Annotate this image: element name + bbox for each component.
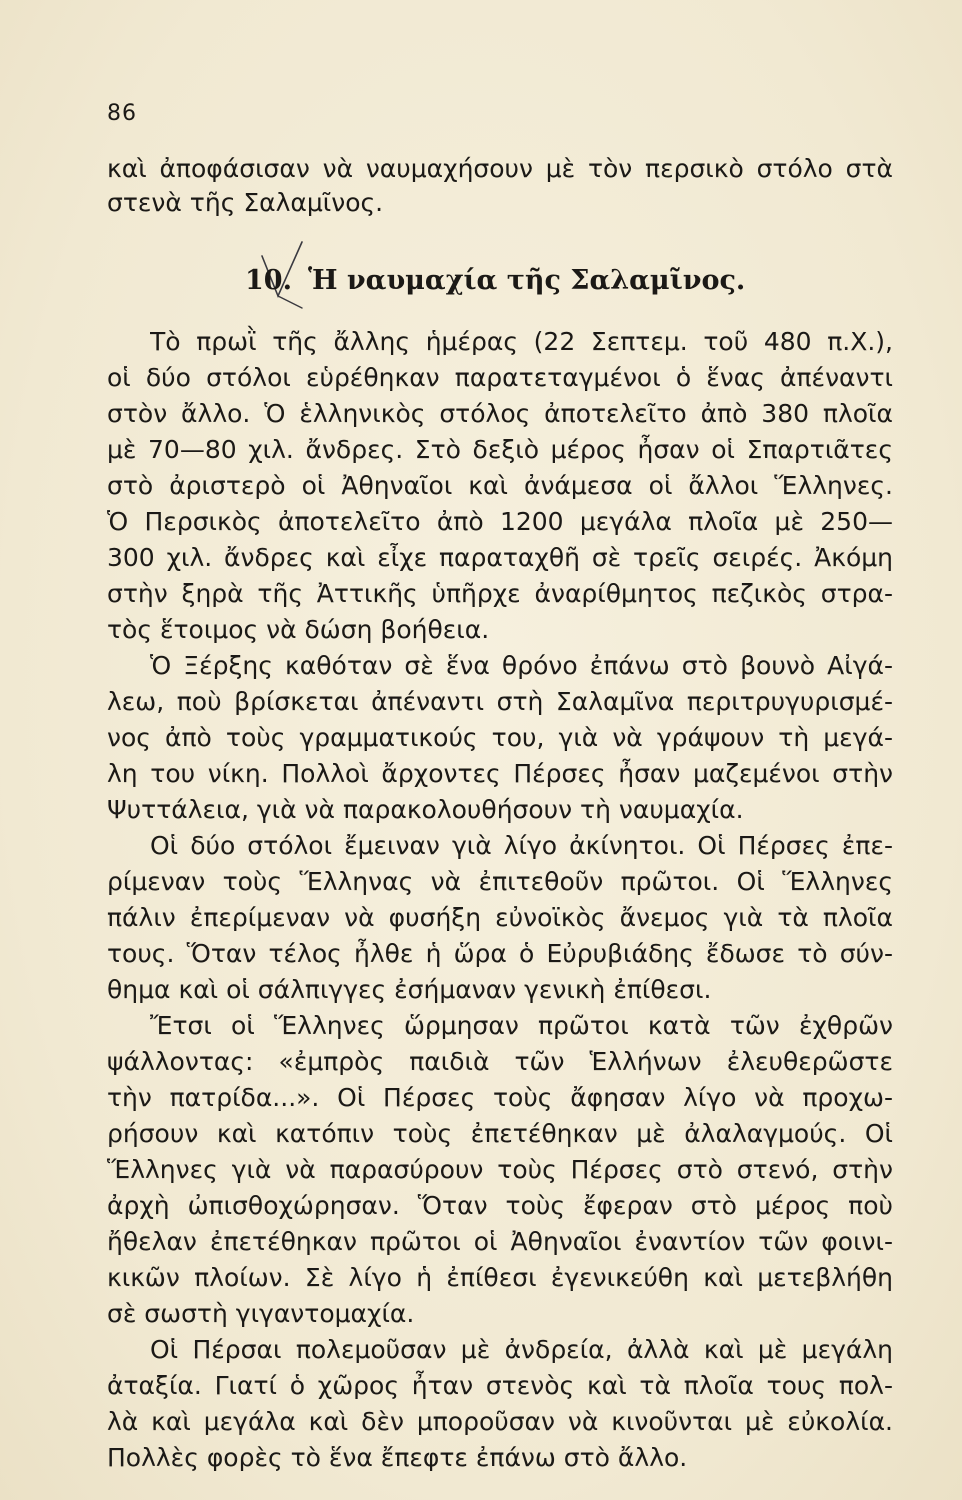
paragraph-line: νος ἀπὸ τοὺς γραμματικούς του, γιὰ νὰ γράψουν τὴ μεγά- (107, 723, 893, 752)
paragraph-line: λεω, ποὺ βρίσκεται ἀπέναντι στὴ Σαλαμῖνα περιτρυγυρισμέ- (107, 687, 893, 716)
page-number: 86 (107, 101, 137, 126)
section-title: Ἡ ναυμαχία τῆς Σαλαμῖνος. (307, 265, 746, 296)
intro-line: στενὰ τῆς Σαλαμῖνος. (107, 188, 384, 217)
paragraph-line: λὰ καὶ μεγάλα καὶ δὲν μποροῦσαν νὰ κινοῦνται μὲ εὐκολία. (107, 1407, 893, 1436)
section-heading (245, 263, 745, 299)
section-number: 10. (245, 265, 292, 296)
paragraph-line: τὸς ἕτοιμος νὰ δώση βοήθεια. (107, 615, 490, 644)
paragraph-line: στὸν ἄλλο. Ὁ ἑλληνικὸς στόλος ἀποτελεῖτο ἀπὸ 380 πλοῖα (107, 399, 893, 428)
paragraph-line: ψάλλοντας: «ἐμπρὸς παιδιὰ τῶν Ἑλλήνων ἐλευθερῶστε (107, 1047, 893, 1076)
paragraph-line: μὲ 70—80 χιλ. ἄνδρες. Στὸ δεξιὸ μέρος ἦσαν οἱ Σπαρτιᾶτες (107, 435, 893, 464)
paragraph-line: θημα καὶ οἱ σάλπιγγες ἐσήμαναν γενικὴ ἐπίθεσι. (107, 975, 712, 1004)
paragraph-line: τους. Ὅταν τέλος ἦλθε ἡ ὥρα ὁ Εὐρυβιάδης ἔδωσε τὸ σύν- (107, 939, 893, 968)
paragraph-line: κικῶν πλοίων. Σὲ λίγο ἡ ἐπίθεσι ἐγενικεύθη καὶ μετεβλήθη (107, 1263, 893, 1292)
paragraph-line: λη του νίκη. Πολλοὶ ἄρχοντες Πέρσες ἦσαν μαζεμένοι στὴν (107, 759, 893, 788)
paragraph-line: Ὁ Περσικὸς ἀποτελεῖτο ἀπὸ 1200 μεγάλα πλοῖα μὲ 250— (107, 507, 893, 536)
paragraph-line: ἀταξία. Γιατί ὁ χῶρος ἦταν στενὸς καὶ τὰ πλοῖα τους πολ- (107, 1371, 893, 1400)
paragraph-line: Πολλὲς φορὲς τὸ ἕνα ἔπεφτε ἐπάνω στὸ ἄλλο. (107, 1443, 688, 1472)
paragraph-line: οἱ δύο στόλοι εὑρέθηκαν παρατεταγμένοι ὁ ἕνας ἀπέναντι (107, 363, 893, 392)
intro-line: καὶ ἀποφάσισαν νὰ ναυμαχήσουν μὲ τὸν περσικὸ στόλο στὰ (107, 154, 893, 183)
paragraph-line: ἤθελαν ἐπετέθηκαν πρῶτοι οἱ Ἀθηναῖοι ἐναντίον τῶν φοινι- (107, 1227, 893, 1256)
paragraph-line: σὲ σωστὴ γιγαντομαχία. (107, 1299, 415, 1328)
paragraph-line: ρίμεναν τοὺς Ἕλληνας νὰ ἐπιτεθοῦν πρῶτοι. Οἱ Ἕλληνες (107, 867, 893, 896)
paragraph-line: ἀρχὴ ὠπισθοχώρησαν. Ὅταν τοὺς ἔφεραν στὸ μέρος ποὺ (107, 1191, 893, 1220)
paragraph-line: Ἕλληνες γιὰ νὰ παρασύρουν τοὺς Πέρσες στὸ στενό, στὴν (107, 1155, 893, 1184)
paragraph-line: 300 χιλ. ἄνδρες καὶ εἶχε παραταχθῆ σὲ τρεῖς σειρές. Ἀκόμη (107, 543, 893, 572)
paragraph-line: πάλιν ἐπερίμεναν νὰ φυσήξη εὐνοϊκὸς ἄνεμος γιὰ τὰ πλοῖα (107, 903, 893, 932)
paragraph-line: Οἱ δύο στόλοι ἔμειναν γιὰ λίγο ἀκίνητοι. Οἱ Πέρσες ἐπε- (150, 831, 893, 860)
paragraph-line: στὸ ἀριστερὸ οἱ Ἀθηναῖοι καὶ ἀνάμεσα οἱ ἄλλοι Ἕλληνες. (107, 471, 893, 500)
paragraph-line: τὴν πατρίδα...». Οἱ Πέρσες τοὺς ἄφησαν λίγο νὰ προχω- (107, 1083, 893, 1112)
paragraph-line: Οἱ Πέρσαι πολεμοῦσαν μὲ ἀνδρεία, ἀλλὰ καὶ μὲ μεγάλη (150, 1335, 893, 1364)
paragraph-line: Ψυττάλεια, γιὰ νὰ παρακολουθήσουν τὴ ναυμαχία. (107, 795, 744, 824)
paragraph-line: στὴν ξηρὰ τῆς Ἀττικῆς ὑπῆρχε ἀναρίθμητος πεζικὸς στρα- (107, 579, 893, 608)
paragraph-line: Ἔτσι οἱ Ἕλληνες ὥρμησαν πρῶτοι κατὰ τῶν ἐχθρῶν (150, 1011, 893, 1040)
paragraph-line: Ὁ Ξέρξης καθόταν σὲ ἕνα θρόνο ἐπάνω στὸ βουνὸ Αἰγά- (150, 651, 893, 680)
paragraph-line: ρήσουν καὶ κατόπιν τοὺς ἐπετέθηκαν μὲ ἀλαλαγμούς. Οἱ (107, 1119, 893, 1148)
paragraph-line: Τὸ πρωῒ τῆς ἄλλης ἡμέρας (22 Σεπτεμ. τοῦ 480 π.Χ.), (150, 327, 893, 356)
